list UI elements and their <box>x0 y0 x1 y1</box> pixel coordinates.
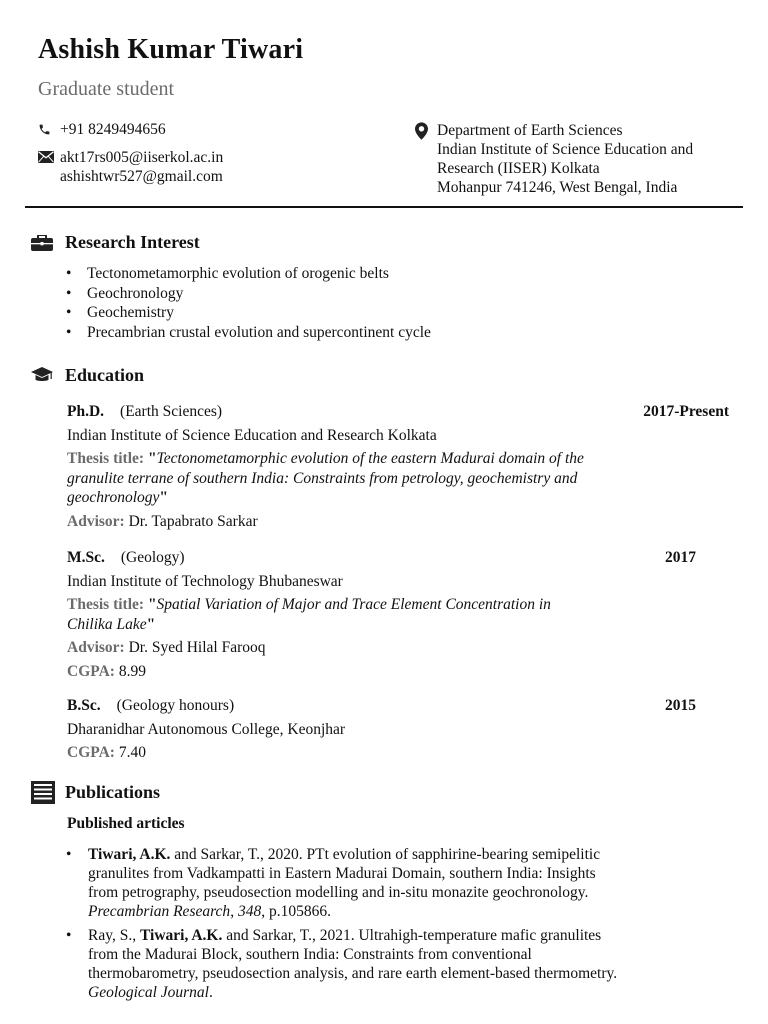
email-row <box>38 148 223 186</box>
graduation-cap-icon <box>31 367 65 384</box>
degree-field: (Geology honours) <box>116 697 235 714</box>
header-divider <box>25 206 743 208</box>
address-line: Indian Institute of Science Education and <box>437 141 694 158</box>
cgpa: CGPA: 8.99 <box>67 662 146 680</box>
thesis-title: Thesis title: "Spatial Variation of Major and Trace Element Concentration in Chilika Lake" <box>67 596 551 633</box>
section-title: Research Interest <box>65 232 200 252</box>
envelope-icon <box>38 148 60 163</box>
degree-year: 2015 <box>665 697 696 714</box>
publication-list <box>66 845 716 1007</box>
education-heading <box>31 365 144 386</box>
research-interest-heading <box>31 232 200 253</box>
education-entry-bsc <box>67 696 696 763</box>
address-block <box>415 121 693 197</box>
publication-item: • Ray, S., Tiwari, A.K. and Sarkar, T., 2021. Ultrahigh-temperature mafic granulites from the Madurai Block, southern India: Constraints from conventional thermobarometry, pseudosection analysis, and rare earth element-based thermometry. Geological Journal. <box>66 926 716 1002</box>
advisor: Advisor: Dr. Syed Hilal Farooq <box>67 639 266 656</box>
cv-title: Graduate student <box>38 78 175 100</box>
section-title: Publications <box>65 782 161 802</box>
institution-name: Indian Institute of Science Education and Research Kolkata <box>67 426 437 444</box>
publication-item: • Tiwari, A.K. and Sarkar, T., 2020. PTt evolution of sapphirine-bearing semipelitic granulites from Vadkampatti in Eastern Madurai Domain, southern India: Insights from petrography, pseudosection modelling and in-situ monazite geochronology. Precambrian Research, 348, p.105866. <box>66 845 716 921</box>
phone-icon <box>38 120 60 136</box>
list-item: • Precambrian crustal evolution and supercontinent cycle <box>66 323 431 343</box>
list-item: • Geochronology <box>66 284 431 304</box>
address-line: Mohanpur 741246, West Bengal, India <box>437 179 678 196</box>
cgpa: CGPA: 7.40 <box>67 744 146 761</box>
journal-name: Precambrian Research <box>88 903 231 920</box>
list-item: • Geochemistry <box>66 303 431 323</box>
phone-row <box>38 120 223 139</box>
journal-name: Geological Journal <box>88 984 209 1001</box>
advisor: Advisor: Dr. Tapabrato Sarkar <box>67 512 258 530</box>
degree-year: 2017-Present <box>643 403 729 420</box>
list-icon <box>31 781 65 804</box>
map-pin-icon <box>415 121 437 140</box>
address-line: Department of Earth Sciences <box>437 122 623 139</box>
degree-name: B.Sc. <box>67 697 101 714</box>
publications-heading <box>31 781 160 804</box>
section-title: Education <box>65 365 145 385</box>
institution-name: Indian Institute of Technology Bhubaneswar <box>67 572 343 590</box>
education-entry-msc <box>67 548 696 681</box>
email-secondary[interactable]: ashishtwr527@gmail.com <box>60 168 223 185</box>
degree-year: 2017 <box>665 549 696 566</box>
degree-field: (Geology) <box>120 549 185 566</box>
degree-name: Ph.D. <box>67 403 105 420</box>
email-primary[interactable]: akt17rs005@iiserkol.ac.in <box>60 149 224 166</box>
cv-name: Ashish Kumar Tiwari <box>38 34 304 65</box>
list-item: • Tectonometamorphic evolution of orogenic belts <box>66 264 431 284</box>
degree-field: (Earth Sciences) <box>120 403 223 420</box>
education-entry-phd <box>67 402 729 531</box>
briefcase-icon <box>31 235 65 251</box>
published-articles-subheading: Published articles <box>67 815 185 832</box>
address-line: Research (IISER) Kolkata <box>437 160 600 177</box>
institution-name: Dharanidhar Autonomous College, Keonjhar <box>67 720 346 738</box>
research-interest-list <box>66 264 431 343</box>
journal-volume: 348 <box>237 903 262 920</box>
phone-number[interactable]: +91 8249494656 <box>60 121 166 138</box>
highlighted-author: Tiwari, A.K. <box>139 927 223 944</box>
degree-name: M.Sc. <box>67 549 105 566</box>
highlighted-author: Tiwari, A.K. <box>88 846 171 863</box>
contact-block <box>38 120 223 186</box>
thesis-title: Thesis title: "Tectonometamorphic evolution of the eastern Madurai domain of the granulite terrane of southern India: Constraints from petrology, geochemistry and geochronology" <box>67 450 584 506</box>
